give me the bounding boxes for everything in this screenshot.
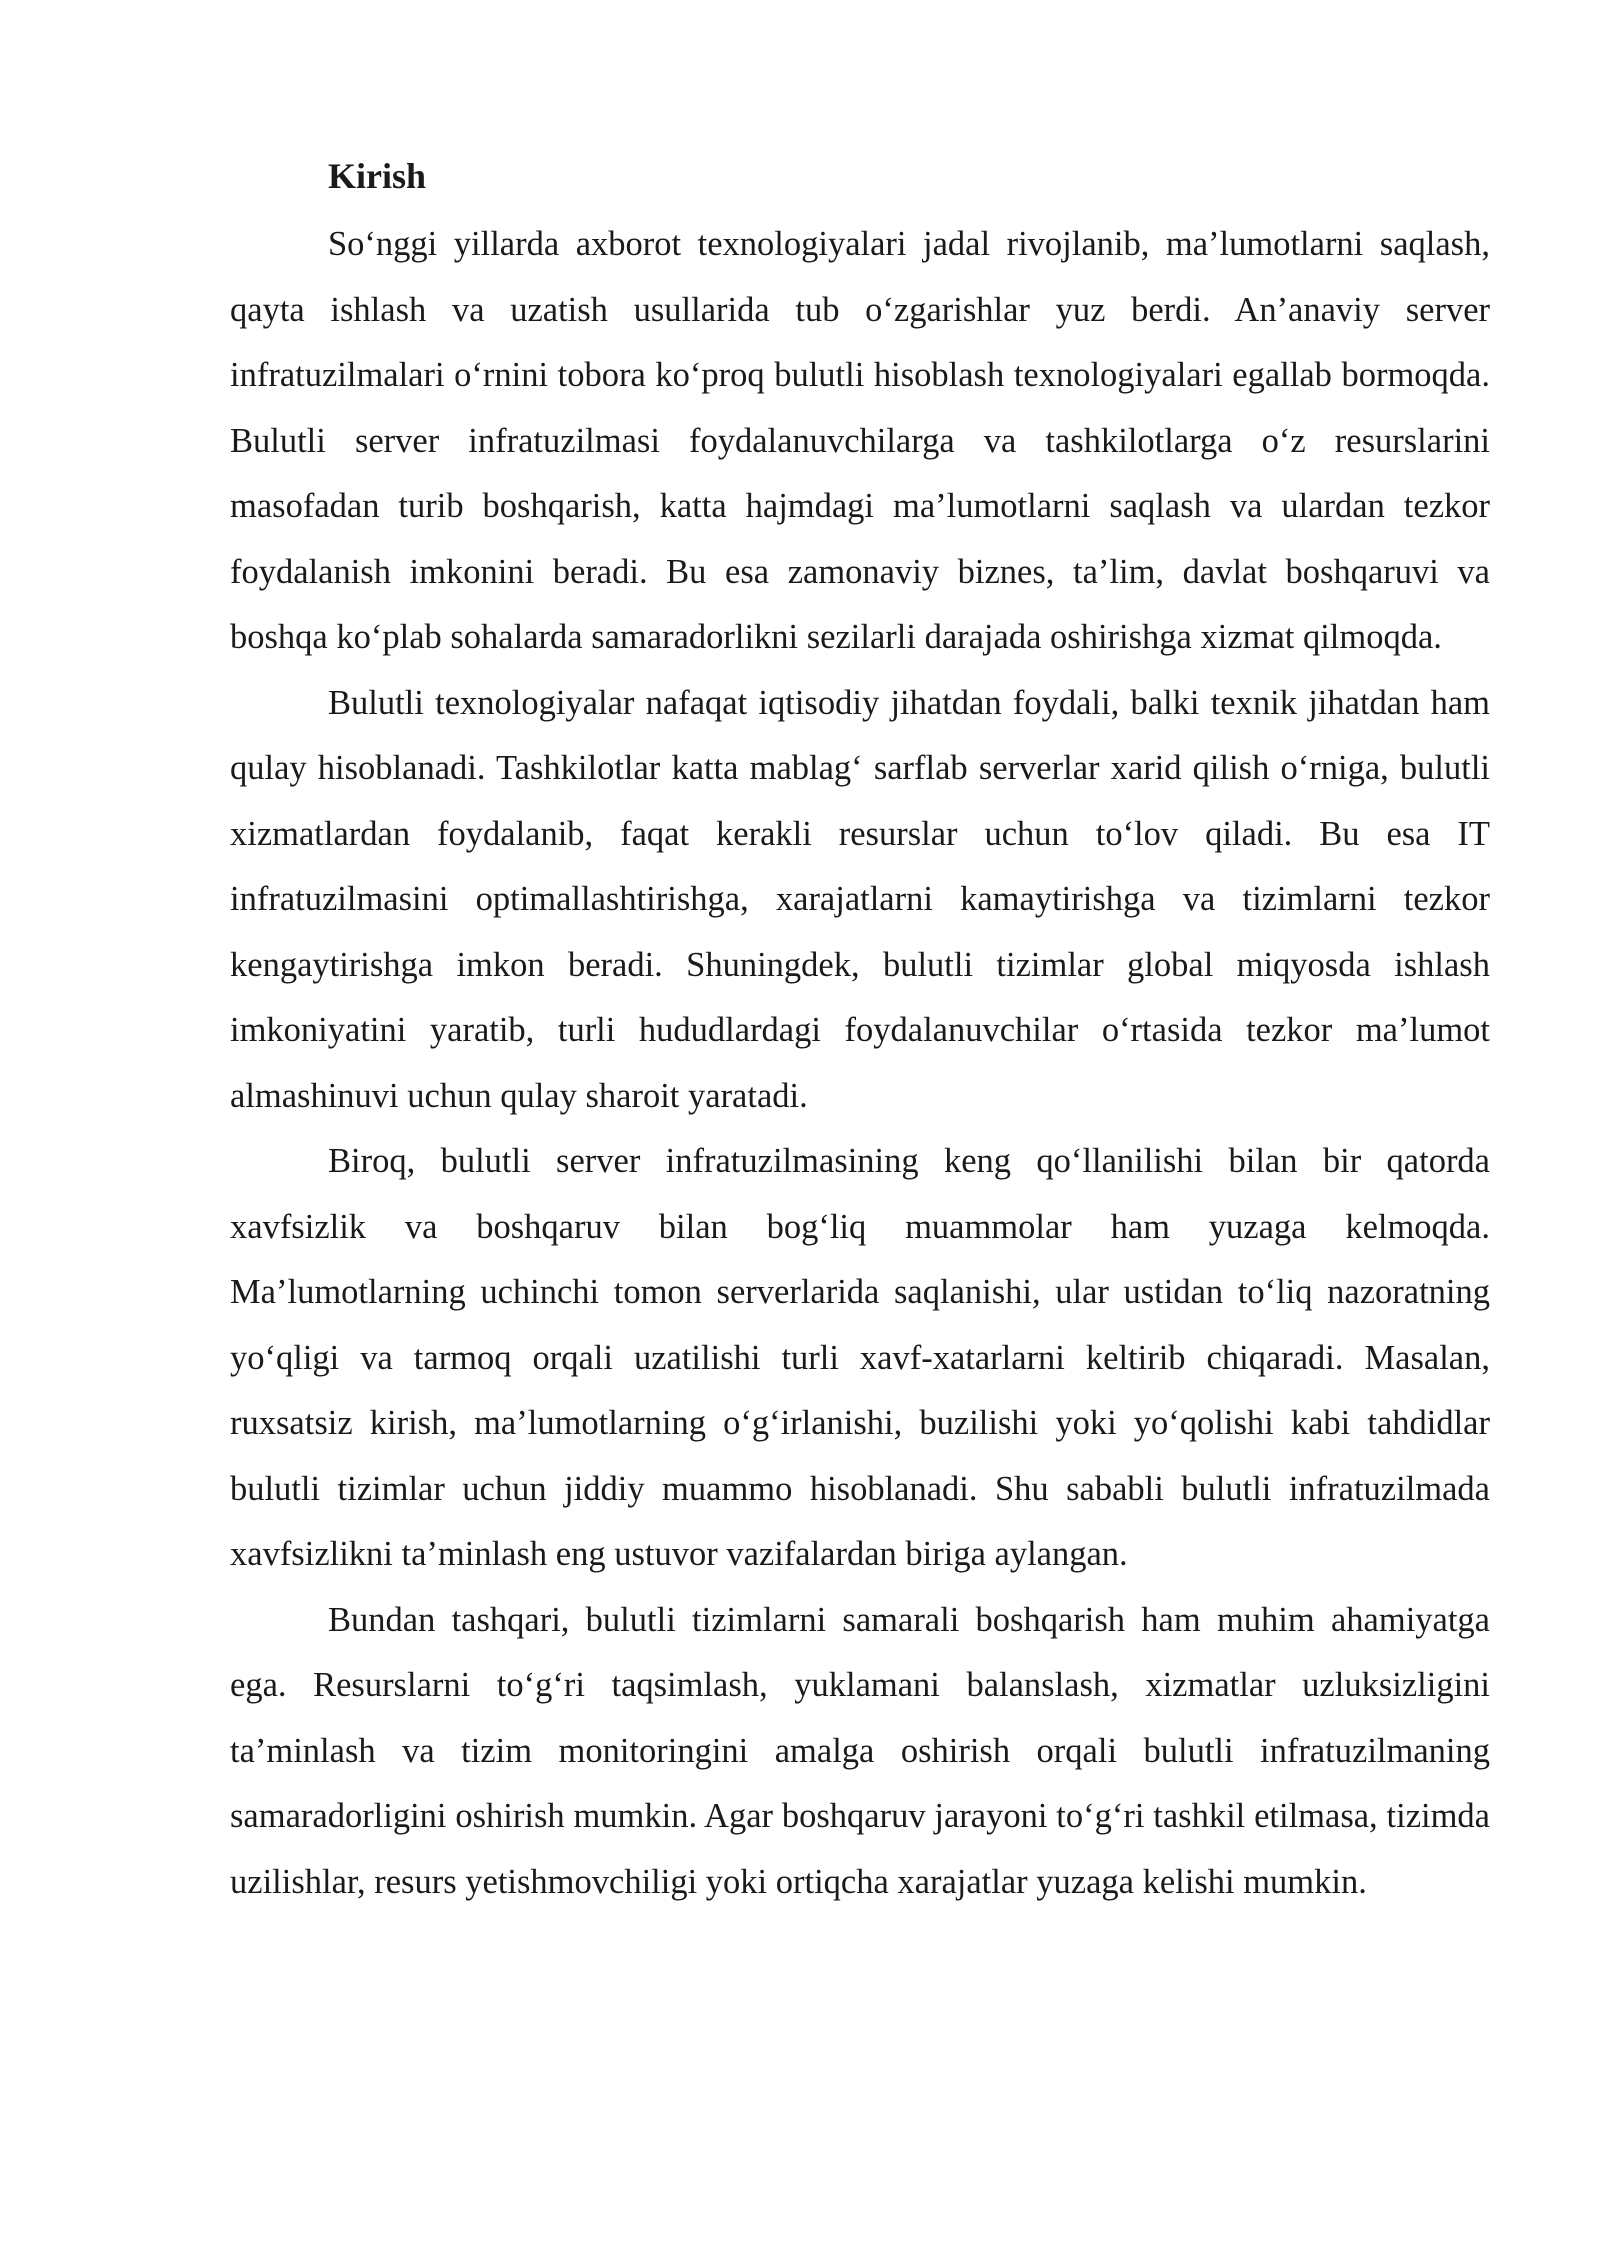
paragraph-1: So‘nggi yillarda axborot texnologiyalari jadal rivojlanib, ma’lumotlarni saqlash, qayta ishlash va uzatish usullarida tub o‘zgarishlar yuz berdi. An’anaviy server infratuzilmalari o‘rnini tobora ko‘proq bulutli hisoblash texnologiyalari egallab bormoqda. Bulutli server infratuzilmasi foydalanuvchilarga va tashkilotlarga o‘z resurslarini masofadan turib boshqarish, katta hajmdagi ma’lumotlarni saqlash va ulardan tezkor foydalanish imkonini beradi. Bu esa zamonaviy biznes, ta’lim, davlat boshqaruvi va boshqa ko‘plab sohalarda samaradorlikni sezilarli darajada oshirishga xizmat qilmoqda. xyxy=(230,225,1490,656)
paragraph-3: Biroq, bulutli server infratuzilmasining keng qo‘llanilishi bilan bir qatorda xavfsizlik va boshqaruv bilan bog‘liq muammolar ham yuzaga kelmoqda. Ma’lumotlarning uchinchi tomon serverlarida saqlanishi, ular ustidan to‘liq nazoratning yo‘qligi va tarmoq orqali uzatilishi turli xavf-xatarlarni keltirib chiqaradi. Masalan, ruxsatsiz kirish, ma’lumotlarning o‘g‘irlanishi, buzilishi yoki yo‘qolishi kabi tahdidlar bulutli tizimlar uchun jiddiy muammo hisoblanadi. Shu sababli bulutli infratuzilmada xavfsizlikni ta’minlash eng ustuvor vazifalardan biriga aylangan. xyxy=(230,1142,1490,1573)
section-heading: Kirish xyxy=(328,156,427,196)
paragraph-4: Bundan tashqari, bulutli tizimlarni samarali boshqarish ham muhim ahamiyatga ega. Resurslarni to‘g‘ri taqsimlash, yuklamani balanslash, xizmatlar uzluksizligini ta’minlash va tizim monitoringini amalga oshirish orqali bulutli infratuzilmaning samaradorligini oshirish mumkin. Agar boshqaruv jarayoni to‘g‘ri tashkil etilmasa, tizimda uzilishlar, resurs yetishmovchiligi yoki ortiqcha xarajatlar yuzaga kelishi mumkin. xyxy=(230,1600,1490,1901)
document-page xyxy=(230,148,1490,1915)
paragraph-2: Bulutli texnologiyalar nafaqat iqtisodiy jihatdan foydali, balki texnik jihatdan ham qulay hisoblanadi. Tashkilotlar katta mablag‘ sarflab serverlar xarid qilish o‘rniga, bulutli xizmatlardan foydalanib, faqat kerakli resurslar uchun to‘lov qiladi. Bu esa IT infratuzilmasini optimallashtirishga, xarajatlarni kamaytirishga va tizimlarni tezkor kengaytirishga imkon beradi. Shuningdek, bulutli tizimlar global miqyosda ishlash imkoniyatini yaratib, turli hududlardagi foydalanuvchilar o‘rtasida tezkor ma’lumot almashinuvi uchun qulay sharoit yaratadi. xyxy=(230,683,1490,1115)
